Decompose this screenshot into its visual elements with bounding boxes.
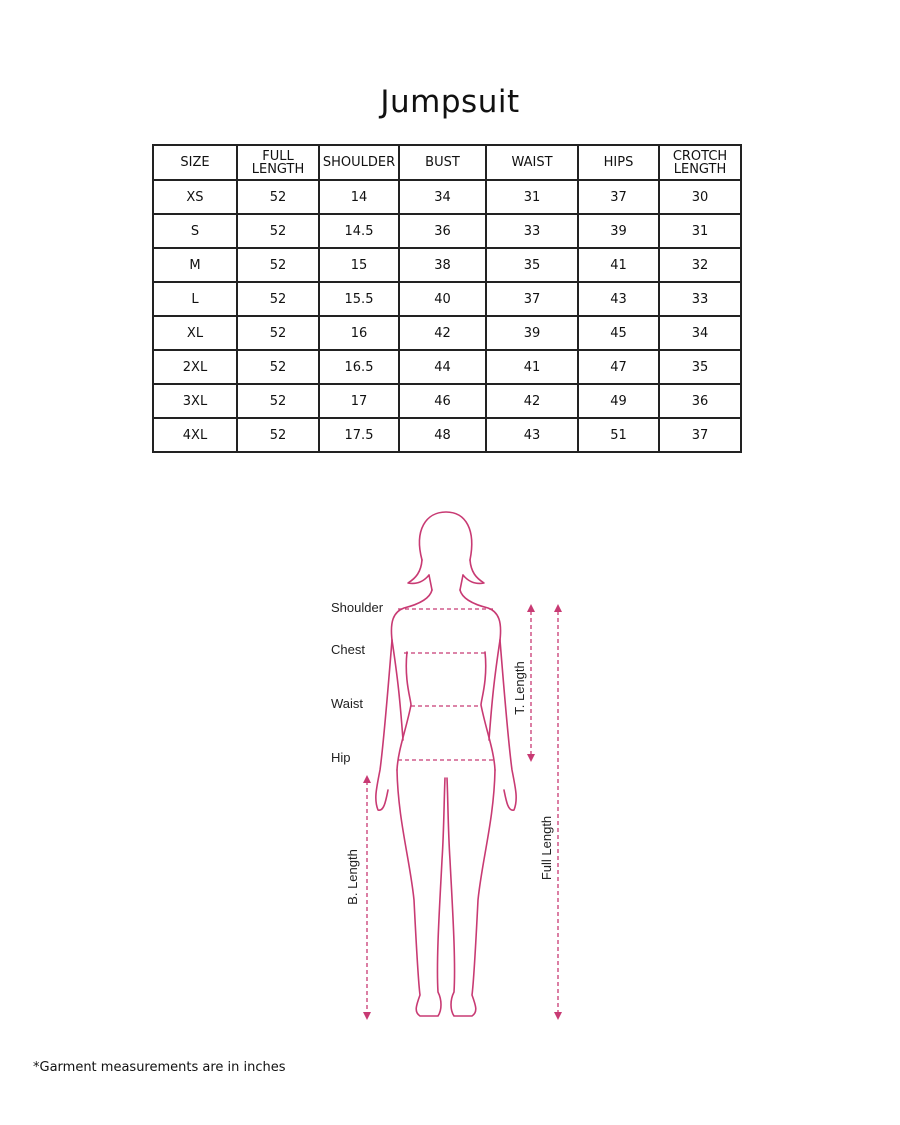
column-header: SHOULDER: [319, 145, 399, 180]
arrow-down-icon: [527, 754, 535, 762]
t-length-label: T. Length: [512, 661, 527, 715]
measurement-cell: 52: [237, 180, 319, 214]
table-row: [153, 316, 741, 350]
column-header: SIZE: [153, 145, 237, 180]
full-length-label: Full Length: [539, 815, 554, 881]
measurement-cell: 48: [399, 418, 486, 452]
measurement-cell: 44: [399, 350, 486, 384]
measurement-cell: 38: [399, 248, 486, 282]
measurement-cell: 17.5: [319, 418, 399, 452]
measurement-cell: 16.5: [319, 350, 399, 384]
measurement-cell: 34: [659, 316, 741, 350]
measurement-cell: 39: [578, 214, 659, 248]
arrow-up-icon: [363, 775, 371, 783]
column-header: BUST: [399, 145, 486, 180]
measurement-cell: 46: [399, 384, 486, 418]
table-row: [153, 418, 741, 452]
measurement-cell: 40: [399, 282, 486, 316]
measurement-cell: 15: [319, 248, 399, 282]
measurement-cell: 33: [659, 282, 741, 316]
size-cell: L: [153, 282, 237, 316]
arrow-down-icon: [554, 1012, 562, 1020]
measurement-cell: 14: [319, 180, 399, 214]
waist-label: Waist: [331, 696, 364, 711]
measurement-cell: 52: [237, 282, 319, 316]
measurement-cell: 34: [399, 180, 486, 214]
arrow-up-icon: [527, 604, 535, 612]
table-row: [153, 350, 741, 384]
measurement-cell: 43: [486, 418, 578, 452]
measurement-cell: 30: [659, 180, 741, 214]
measurement-cell: 17: [319, 384, 399, 418]
table-row: [153, 384, 741, 418]
measurement-cell: 36: [399, 214, 486, 248]
measurement-guides: [367, 609, 558, 1015]
measurement-cell: 43: [578, 282, 659, 316]
column-header: CROTCH LENGTH: [659, 145, 741, 180]
size-cell: M: [153, 248, 237, 282]
table-row: [153, 248, 741, 282]
measurement-cell: 52: [237, 248, 319, 282]
size-cell: S: [153, 214, 237, 248]
table-row: [153, 214, 741, 248]
measurement-cell: 52: [237, 214, 319, 248]
measurement-cell: 39: [486, 316, 578, 350]
size-cell: 2XL: [153, 350, 237, 384]
measurement-cell: 49: [578, 384, 659, 418]
measurement-cell: 51: [578, 418, 659, 452]
measurement-cell: 16: [319, 316, 399, 350]
page-title: Jumpsuit: [380, 84, 520, 120]
arrow-up-icon: [554, 604, 562, 612]
column-header: WAIST: [486, 145, 578, 180]
measurement-cell: 37: [578, 180, 659, 214]
measurement-cell: 52: [237, 316, 319, 350]
size-cell: XS: [153, 180, 237, 214]
size-cell: 4XL: [153, 418, 237, 452]
measurement-cell: 31: [486, 180, 578, 214]
measurement-cell: 14.5: [319, 214, 399, 248]
measurement-cell: 42: [486, 384, 578, 418]
body-silhouette: [376, 512, 516, 1016]
measurement-cell: 32: [659, 248, 741, 282]
measurement-cell: 41: [578, 248, 659, 282]
column-header: HIPS: [578, 145, 659, 180]
table-row: [153, 282, 741, 316]
measurement-cell: 47: [578, 350, 659, 384]
measurement-cell: 42: [399, 316, 486, 350]
size-cell: XL: [153, 316, 237, 350]
measurement-cell: 37: [486, 282, 578, 316]
measurement-cell: 52: [237, 350, 319, 384]
measurement-cell: 31: [659, 214, 741, 248]
measurement-cell: 52: [237, 418, 319, 452]
chest-label: Chest: [331, 642, 365, 657]
b-length-label: B. Length: [345, 849, 360, 905]
size-cell: 3XL: [153, 384, 237, 418]
measurement-cell: 41: [486, 350, 578, 384]
measurement-cell: 15.5: [319, 282, 399, 316]
measurement-cell: 37: [659, 418, 741, 452]
measurement-cell: 35: [659, 350, 741, 384]
measurement-cell: 35: [486, 248, 578, 282]
measurement-cell: 45: [578, 316, 659, 350]
measurement-arrows: [363, 604, 562, 1020]
measurement-cell: 33: [486, 214, 578, 248]
measurement-cell: 52: [237, 384, 319, 418]
table-header-row: [153, 145, 741, 180]
arrow-down-icon: [363, 1012, 371, 1020]
footnote: *Garment measurements are in inches: [33, 1060, 286, 1075]
column-header: FULL LENGTH: [237, 145, 319, 180]
hip-label: Hip: [331, 750, 351, 765]
measurement-cell: 36: [659, 384, 741, 418]
shoulder-label: Shoulder: [331, 600, 384, 615]
table-row: [153, 180, 741, 214]
size-chart-table: [152, 144, 742, 453]
